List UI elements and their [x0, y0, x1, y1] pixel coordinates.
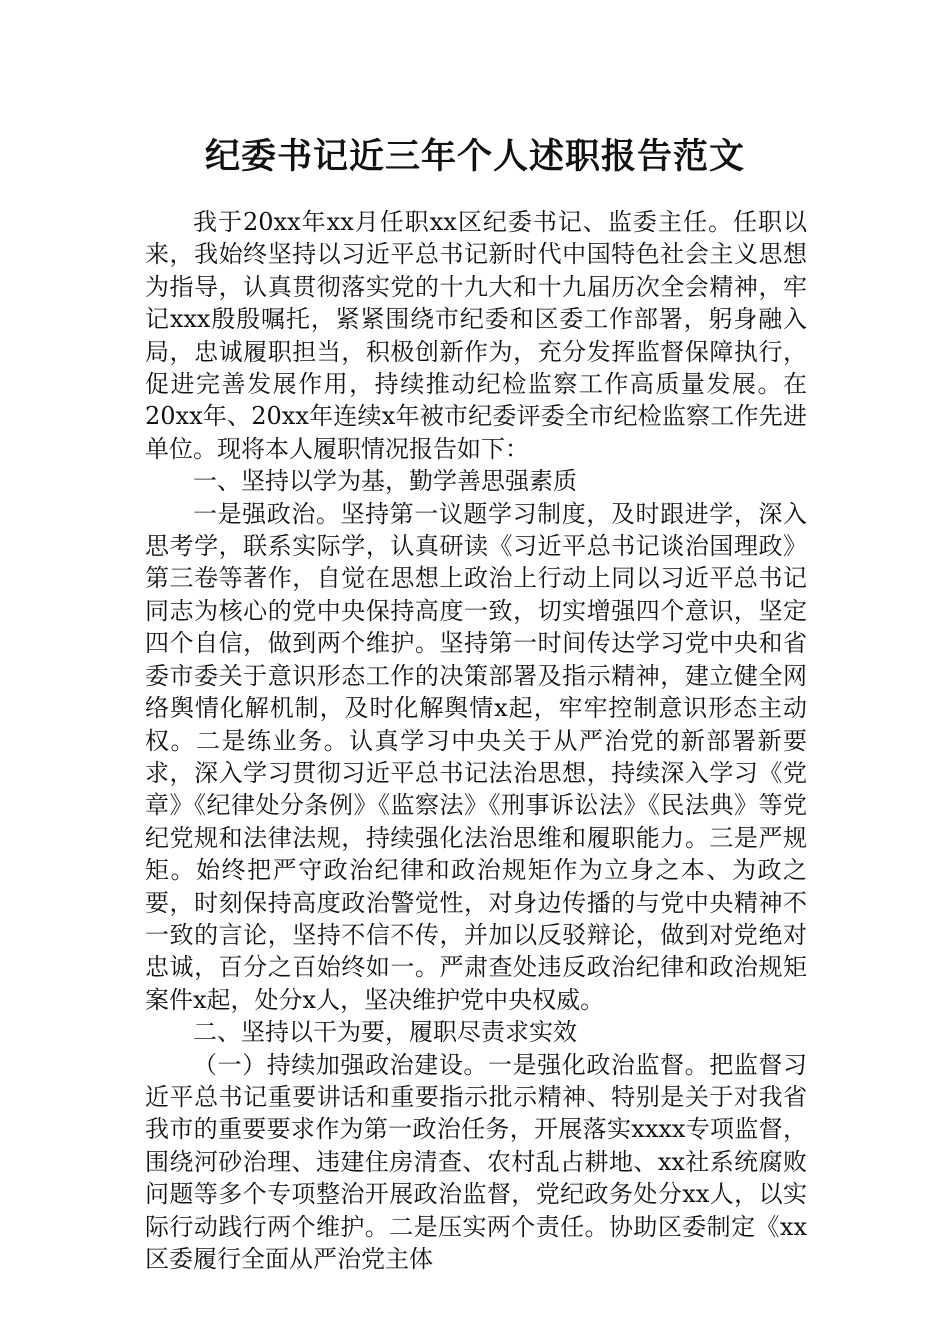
body-paragraph: （一）持续加强政治建设。一是强化政治监督。把监督习近平总书记重要讲话和重要指示批示精神、特别是关于对我省我市的重要要求作为第一政治任务，开展落实xxxx专项监督，围绕河砂治理、违建住房清查、农村乱占耕地、xx社系统腐败问题等多个专项整治开展政治监督，党纪政务处分xx人，以实际行动践行两个维护。二是压实两个责任。协助区委制定《xx区委履行全面从严治党主体: [145, 1050, 807, 1273]
document-body: [145, 206, 807, 1275]
body-paragraph: 一是强政治。坚持第一议题学习制度，及时跟进学，深入思考学，联系实际学，认真研读《习近平总书记谈治国理政》第三卷等著作，自觉在思想上政治上行动上同以习近平总书记同志为核心的党中央保持高度一致，切实增强四个意识，坚定四个自信，做到两个维护。坚持第一时间传达学习党中央和省委市委关于意识形态工作的决策部署及指示精神，建立健全网络舆情化解机制，及时化解舆情x起，牢牢控制意识形态主动权。二是练业务。认真学习中央关于从严治党的新部署新要求，深入学习贯彻习近平总书记法治思想，持续深入学习《党章》《纪律处分条例》《监察法》《刑事诉讼法》《民法典》等党纪党规和法律法规，持续强化法治思维和履职能力。三是严规矩。始终把严守政治纪律和政治规矩作为立身之本、为政之要，时刻保持高度政治警觉性，对身边传播的与党中央精神不一致的言论，坚持不信不传，并加以反驳辩论，做到对党绝对忠诚，百分之百始终如一。严肃查处违反政治纪律和政治规矩案件x起，处分x人，坚决维护党中央权威。: [145, 499, 807, 1014]
document-title: 纪委书记近三年个人述职报告范文: [204, 136, 745, 177]
section-heading-2: 二、坚持以干为要，履职尽责求实效: [193, 1018, 577, 1047]
section-heading-1: 一、坚持以学为基，勤学善思强素质: [193, 467, 577, 496]
intro-paragraph: 我于20xx年xx月任职xx区纪委书记、监委主任。任职以来，我始终坚持以习近平总书记新时代中国特色社会主义思想为指导，认真贯彻落实党的十九大和十九届历次全会精神，牢记xxx殷殷嘱托，紧紧围绕市纪委和区委工作部署，躬身融入局，忠诚履职担当，积极创新作为，充分发挥监督保障执行，促进完善发展作用，持续推动纪检监察工作高质量发展。在20xx年、20xx年连续x年被市纪委评委全市纪检监察工作先进单位。现将本人履职情况报告如下：: [145, 208, 807, 463]
